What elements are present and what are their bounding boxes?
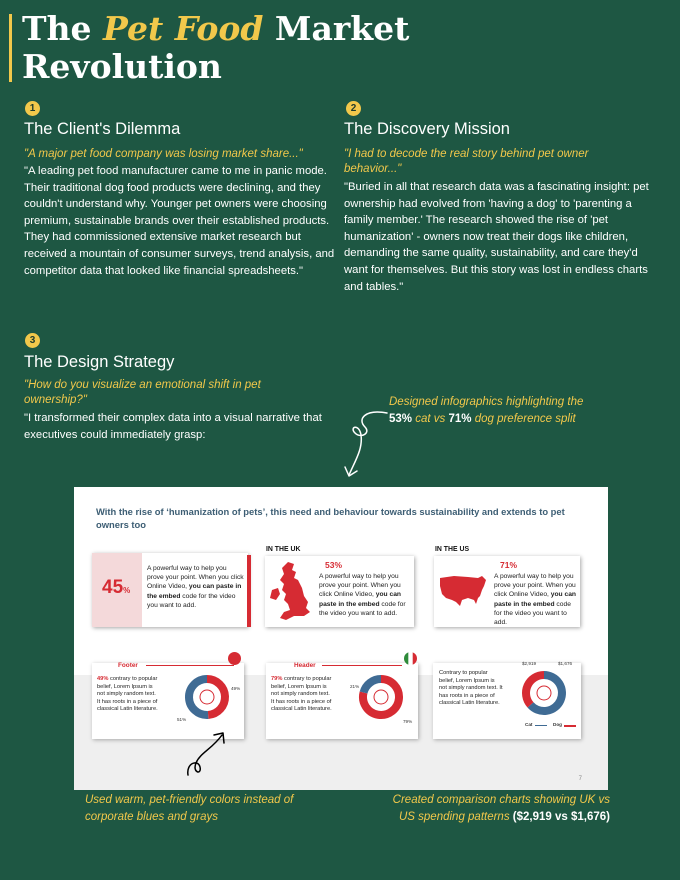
legend-cat-swatch: [535, 725, 547, 726]
footer-label-bottom: 51%: [177, 717, 187, 722]
annotation-charts: Created comparison charts showing UK vs US spending patterns ($2,919 vs $1,676): [392, 794, 610, 823]
title-accent-bar: [9, 14, 12, 82]
curly-arrow-up-icon: [178, 723, 238, 783]
legend-cat: Cat: [525, 722, 533, 727]
section-2-body: "Buried in all that research data was a fascinating insight: pet ownership had evolved from 'having a dog' to 'parenting a family member.' The research showed the rise of 'pet humanization' - owners now treat their dogs like children, demanding the same quality, sustainability, and care they'd want for themselves. But this story was lost in endless charts and tables.": [344, 181, 649, 293]
header-donut-chart: [356, 672, 406, 722]
us-percent: 71%: [500, 560, 518, 570]
compare-label-left: $2,919: [522, 661, 537, 666]
curly-arrow-down-icon: [335, 405, 395, 485]
section-3-quote: "How do you visualize an emotional shift in pet ownership?": [24, 379, 261, 406]
footer-card-line: [146, 665, 234, 666]
stat-card-45: [92, 553, 248, 627]
spending-donut-chart: [519, 668, 569, 718]
stat-card-text: A powerful way to help you prove your point. When you click Online Video, you can paste in the embed code for the video you want to add.: [147, 565, 244, 609]
donut-0-slice-1: [189, 679, 208, 715]
section-1-quote: "A major pet food company was losing market share...": [24, 148, 303, 160]
italy-flag-icon: [228, 652, 241, 665]
section-2-quote: "I had to decode the real story behind pet owner behavior...": [344, 148, 589, 175]
big-percent: 45%: [102, 577, 131, 598]
header-label-left: 21%: [350, 684, 360, 689]
us-card-text: A powerful way to help you prove your point. When you click Online Video, you can paste in the embed code for the video you want to add.: [494, 573, 577, 627]
uk-card-text: A powerful way to help you prove your point. When you click Online Video, you can paste in the embed code for the video you want to add.: [319, 573, 406, 617]
donut-0-slice-0: [207, 679, 225, 715]
compare-label-right: $1,676: [558, 661, 573, 666]
section-2-number-badge: 2: [346, 101, 361, 116]
annotation-colors: Used warm, pet-friendly colors instead of corporate blues and grays: [85, 794, 294, 823]
pet-center-icon: [537, 686, 551, 700]
uk-map-icon: [268, 560, 314, 624]
uk-label: IN THE UK: [266, 546, 301, 553]
header-card-line: [322, 665, 402, 666]
pet-center-icon: [200, 690, 214, 704]
slide-heading: With the rise of ‘humanization of pets’, this need and behaviour towards sustainability and extends to pet owners too: [96, 506, 565, 530]
annotation-infographics: Designed infographics highlighting the 53% cat vs 71% dog preference split: [389, 396, 584, 425]
compare-mini-card: [433, 663, 581, 739]
header-mini-card: [266, 663, 418, 739]
footer-card-title: Footer: [118, 662, 138, 669]
donut-2-slice-1: [526, 675, 544, 705]
footer-card-text: 49% contrary to popular belief, Lorem Ipsum is not simply random text. It has roots in a piece of classical Latin literature.: [97, 676, 158, 713]
section-3-number-badge: 3: [25, 333, 40, 348]
us-map-icon: [438, 574, 488, 608]
header-label-bottom: 79%: [403, 719, 413, 724]
section-3-title: The Design Strategy: [24, 353, 175, 371]
page-title: The Pet Food Market Revolution: [22, 9, 410, 86]
footer-donut-chart: [182, 672, 232, 722]
footer-label-right: 49%: [231, 686, 241, 691]
section-3-body: "I transformed their complex data into a visual narrative that executives could immediately grasp:: [24, 412, 322, 441]
legend-dog: Dog: [553, 722, 562, 727]
section-1-title: The Client's Dilemma: [24, 120, 181, 138]
italy-flag-icon: [404, 652, 417, 665]
section-2-title: The Discovery Mission: [344, 120, 510, 138]
us-card: [434, 556, 580, 627]
uk-card: [265, 556, 414, 627]
legend-dog-swatch: [564, 725, 576, 727]
section-1-body: "A leading pet food manufacturer came to me in panic mode. Their traditional dog food products were declining, and they couldn't understand why. Younger pet owners were choosing premium, sustainable brands over their established products. They had commissioned extensive market research but received a mountain of consumer surveys, trend analysis, and competitor data that looked like financial spreadsheets.": [24, 165, 335, 277]
compare-card-text: Contrary to popular belief, Lorem Ipsum is not simply random text. It has roots in a piece of classical Latin literature.: [439, 670, 503, 707]
header-card-title: Header: [294, 662, 316, 669]
section-1-number-badge: 1: [25, 101, 40, 116]
uk-percent: 53%: [325, 560, 343, 570]
red-divider-strip: [247, 555, 251, 627]
slide-page-number: 7: [578, 776, 582, 782]
pet-center-icon: [374, 690, 388, 704]
us-label: IN THE US: [435, 546, 470, 553]
header-card-text: 79% contrary to popular belief, Lorem Ipsum is not simply random text. It has roots in a piece of classical Latin literature.: [271, 676, 332, 713]
presentation-slide: [74, 487, 608, 790]
